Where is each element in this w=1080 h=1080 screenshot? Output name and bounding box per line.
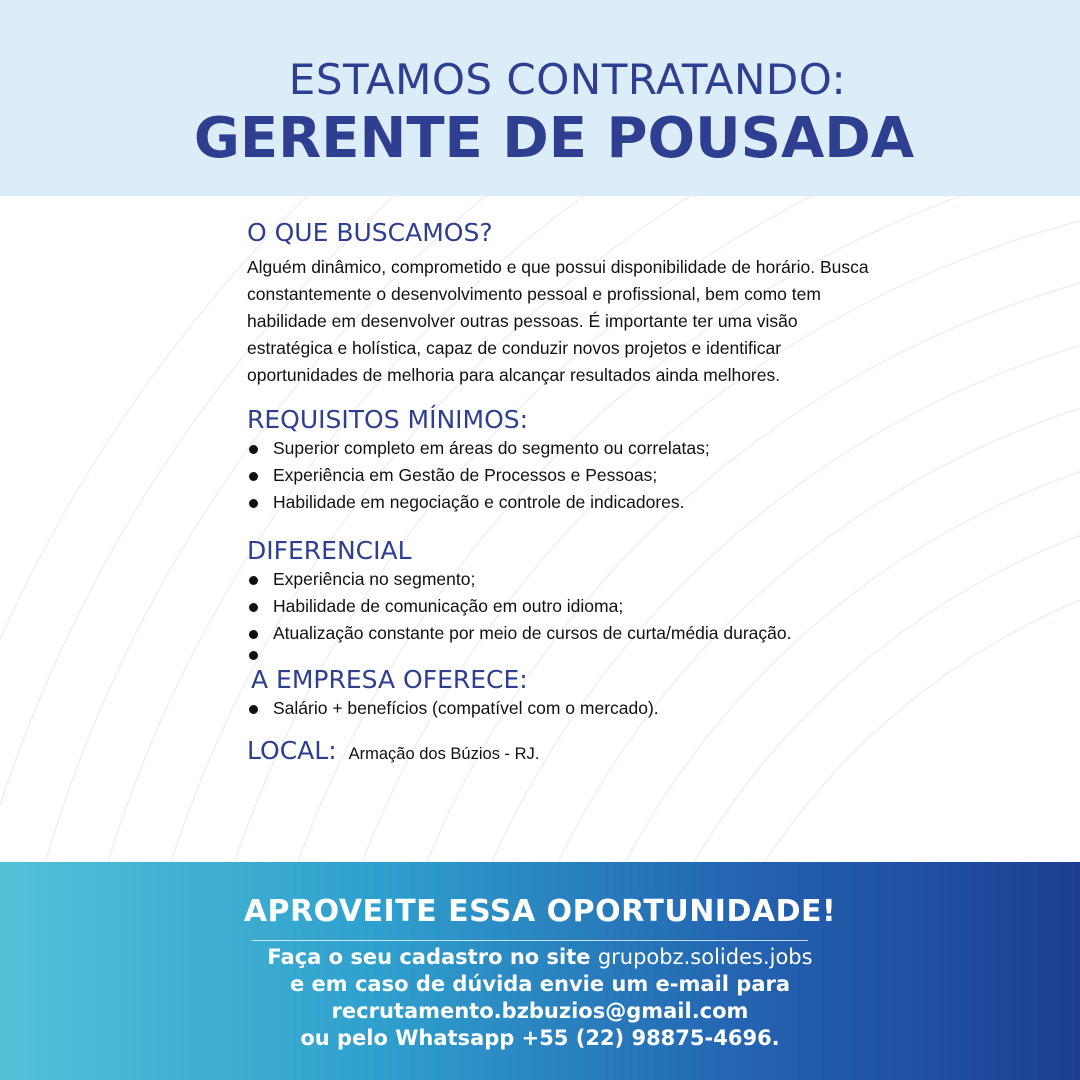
- site-link[interactable]: grupobz.solides.jobs: [597, 945, 813, 969]
- empty-bullet: [247, 647, 887, 665]
- whatsapp-contact: ou pelo Whatsapp +55 (22) 98875-4696.: [300, 1026, 780, 1050]
- company-offers-list: [247, 695, 887, 722]
- footer-banner: [0, 862, 1080, 1080]
- location-row: [247, 736, 887, 765]
- list-item: Superior completo em áreas do segmento ou correlatas;: [247, 435, 887, 462]
- job-title: GERENTE DE POUSADA: [193, 106, 915, 171]
- list-item: Habilidade de comunicação em outro idioma;: [247, 593, 887, 620]
- list-item: Experiência no segmento;: [247, 566, 887, 593]
- requirements-heading: REQUISITOS MÍNIMOS:: [247, 405, 529, 434]
- location-value: Armação dos Búzios - RJ.: [348, 745, 540, 763]
- contact-info: [0, 944, 1080, 1052]
- requirements-list: [247, 435, 887, 516]
- company-offers-heading: A EMPRESA OFERECE:: [251, 665, 528, 694]
- email-link[interactable]: recrutamento.bzbuzios@gmail.com: [331, 999, 749, 1023]
- header-banner: [0, 0, 1080, 196]
- signup-text: Faça o seu cadastro no site: [267, 945, 591, 969]
- job-details: [247, 218, 887, 765]
- call-to-action: APROVEITE ESSA OPORTUNIDADE!: [243, 894, 837, 929]
- differential-list: [247, 566, 887, 665]
- list-item: Habilidade em negociação e controle de indicadores.: [247, 489, 887, 516]
- list-item: Atualização constante por meio de cursos de curta/média duração.: [247, 620, 887, 647]
- location-label: LOCAL:: [247, 736, 337, 765]
- differential-heading: DIFERENCIAL: [247, 536, 412, 565]
- list-item: Salário + benefícios (compatível com o mercado).: [247, 695, 887, 722]
- footer-divider: [252, 940, 808, 941]
- what-we-seek-text: Alguém dinâmico, comprometido e que possui disponibilidade de horário. Busca constantemente o desenvolvimento pessoal e profissional, bem como tem habilidade em desenvolver outras pessoas. É importante ter uma visão estratégica e holística, capaz de conduzir novos projetos e identificar oportunidades de melhoria para alcançar resultados ainda melhores.: [247, 257, 869, 385]
- hiring-subtitle: ESTAMOS CONTRATANDO:: [288, 55, 847, 104]
- what-we-seek-heading: O QUE BUSCAMOS?: [247, 218, 493, 247]
- list-item: Experiência em Gestão de Processos e Pessoas;: [247, 462, 887, 489]
- email-instruction: e em caso de dúvida envie um e-mail para: [289, 972, 791, 996]
